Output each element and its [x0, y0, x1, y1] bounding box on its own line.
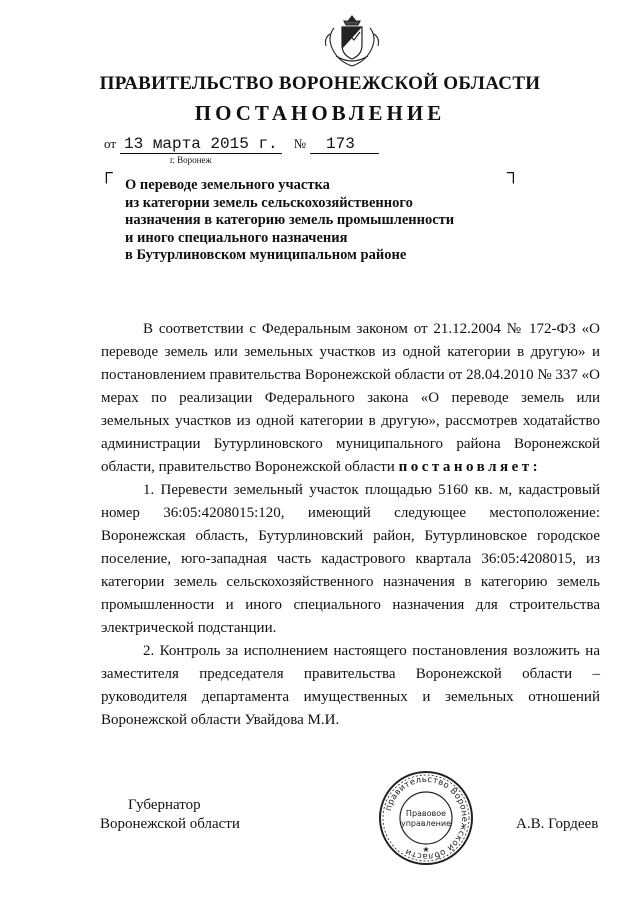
title-line: и иного специального назначения [125, 229, 348, 246]
signature-position-line1: Губернатор [128, 797, 201, 813]
item-1-paragraph: 1. Перевести земельный участок площадью 5160 кв. м, кадастровый номер 36:05:4208015:120, имеющий следующее местоположение: Воронежская область, Бутурлиновский район, Бутурлиновское городское поселение, юго-западная часть кадастрового квартала 36:05:4208015, из категории земель сельскохозяйственного назначения в категорию земель промышленности и иного специального назначения для строительства электрической подстанции. [101, 482, 600, 636]
document-title [125, 177, 525, 265]
seal-ring-text: правительство Воронежской области [383, 774, 470, 862]
preamble-text: В соответствии с Федеральным законом от 21.12.2004 № 172-ФЗ «О переводе земель или земельных участков из одной категории в другую» и постановлением правительства Воронежской области от 28.04.2010 № 337 «О мерах по реализации Федерального закона «О переводе земель или земельных участков из одной категории в другую», рассмотрев ходатайство администрации Бутурлиновского муниципального района Воронежской области, правительство Воронежской области [101, 321, 600, 475]
official-seal [378, 770, 474, 866]
number-field: 173 [310, 136, 379, 154]
title-line: назначения в категорию земель промышленности [125, 212, 455, 228]
seal-center-line1: Правовое [405, 809, 447, 818]
title-line: О переводе земельного участка [125, 177, 330, 193]
document-body [101, 318, 600, 732]
document-type: ПОСТАНОВЛЕНИЕ [194, 101, 446, 125]
item-2-paragraph: 2. Контроль за исполнением настоящего постановления возложить на заместителя председателя правительства Воронежской области – руководителя департамента имущественных и земельных отношений Воронежской области Увайдова М.И. [101, 643, 600, 728]
corner-mark-left: ┌ [100, 162, 113, 182]
city-label: г. Воронеж [170, 155, 212, 165]
coat-of-arms-icon [322, 12, 382, 70]
title-line: из категории земель сельскохозяйственного [125, 194, 413, 211]
date-prefix: от [104, 136, 117, 151]
seal-center-line2: управление [400, 819, 452, 828]
resolves-word: постановляет: [398, 459, 542, 475]
date-number-line [104, 136, 379, 154]
seal-star-icon: ★ [422, 845, 430, 854]
date-field: 13 марта 2015 г. [120, 136, 282, 154]
number-prefix: № [293, 136, 307, 151]
title-line: в Бутурлиновском муниципальном районе [125, 247, 407, 263]
government-name: ПРАВИТЕЛЬСТВО ВОРОНЕЖСКОЙ ОБЛАСТИ [99, 73, 541, 94]
corner-mark-right: ┐ [507, 162, 520, 182]
signature-position-line2: Воронежской области [100, 816, 240, 832]
signature-name: А.В. Гордеев [516, 816, 599, 832]
preamble-paragraph [101, 318, 600, 479]
